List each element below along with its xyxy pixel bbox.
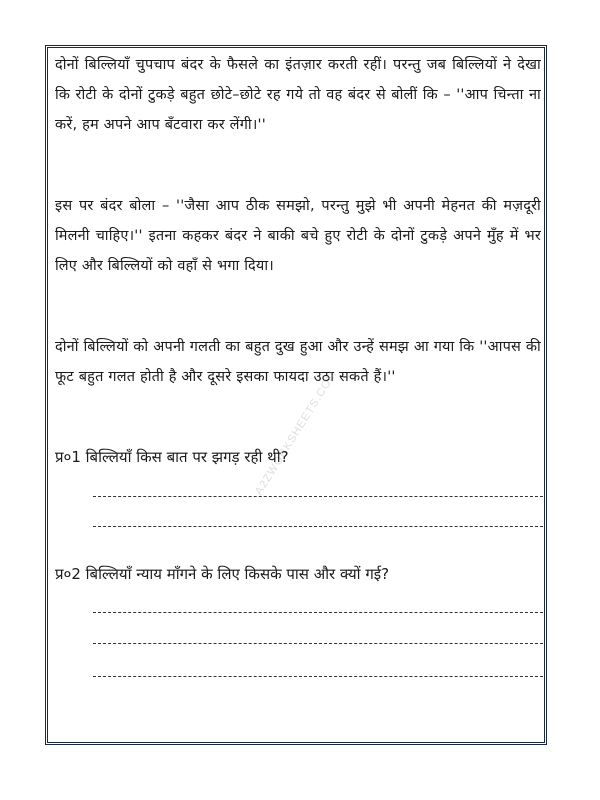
answer-line-5[interactable] [93, 676, 543, 677]
watermark: A2ZWORKSHEETS.COM [252, 368, 340, 498]
question-2: प्र०2 बिल्लियाँ न्याय माँगने के लिए किसके पास और क्यों गई? [55, 565, 390, 583]
answer-line-4[interactable] [93, 643, 543, 644]
worksheet-frame [45, 45, 547, 745]
answer-line-2[interactable] [93, 526, 543, 527]
answer-line-1[interactable] [93, 496, 543, 497]
question-1: प्र०1 बिल्लियाँ किस बात पर झगड़ रही थी? [55, 448, 289, 466]
story-paragraph-1: दोनों बिल्लियाँ चुपचाप बंदर के फैसले का इंतज़ार करती रहीं। परन्तु जब बिल्लियों ने देखा कि रोटी के दोनों टुकड़े बहुत छोटे–छोटे रह गये तो वह बंदर से बोलीं कि – ''आप चिन्ता ना करें, हम अपने आप बँटवारा कर लेंगी।'' [55, 57, 541, 133]
story-paragraph-2: इस पर बंदर बोला – ''जैसा आप ठीक समझो, परन्तु मुझे भी अपनी मेहनत की मज़दूरी मिलनी चाहिए।'' इतना कहकर बंदर ने बाकी बचे हुए रोटी के दोनों टुकड़े अपने मुँह में भर लिए और बिल्लियों को वहाँ से भगा दिया। [55, 198, 541, 274]
story-paragraph-3: दोनों बिल्लियों को अपनी गलती का बहुत दुख हुआ और उन्हें समझ आ गया कि ''आपस की फूट बहुत गलत होती है और दूसरे इसका फायदा उठा सकते हैं।'' [55, 339, 541, 385]
answer-line-3[interactable] [93, 612, 543, 613]
